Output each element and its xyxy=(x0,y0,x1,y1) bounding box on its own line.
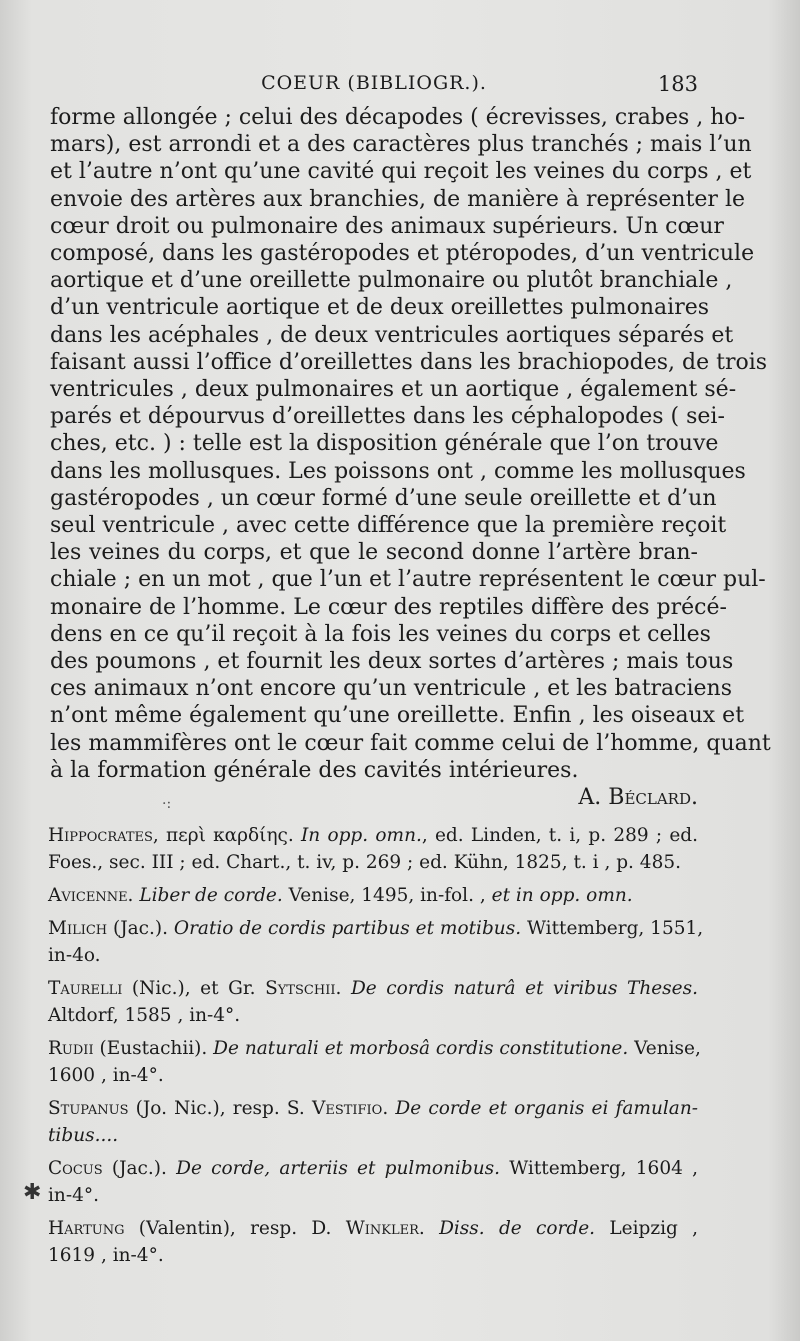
text-line: composé, dans les gastéropodes et ptéropodes, d’un ventricule xyxy=(50,241,755,267)
text-line: parés et dépourvus d’oreillettes dans les céphalopodes ( sei- xyxy=(50,404,725,430)
entry-title: Oratio de cordis partibus et motibus. xyxy=(173,918,522,939)
entry-details: Wittemberg, 1551, xyxy=(521,918,704,939)
entry-title: De corde et organis ei famulan- xyxy=(395,1098,698,1119)
entry-line xyxy=(48,1155,698,1182)
entry-coauthor: Vestifio. xyxy=(311,1098,389,1119)
entry-author: Stupanus xyxy=(48,1098,129,1119)
stray-mark: ·: xyxy=(162,796,172,812)
entry-line: 1600 , in-4°. xyxy=(48,1065,164,1086)
bibliography-entry xyxy=(48,882,698,909)
entry-author: Taurelli xyxy=(48,978,123,999)
text-line: monaire de l’homme. Le cœur des reptiles diffère des précé- xyxy=(50,594,727,620)
author-signature: A. Béclard. xyxy=(578,785,698,811)
entry-details: Wittemberg, 1604 , xyxy=(499,1158,698,1179)
text-line: d’un ventricule aortique et de deux oreillettes pulmonaires xyxy=(50,295,710,321)
text-line: des poumons , et fournit les deux sortes d’artères ; mais tous xyxy=(50,649,734,675)
text-line: les veines du corps, et que le second donne l’artère bran- xyxy=(50,540,698,566)
bibliography-entry xyxy=(48,1215,698,1269)
entry-author-extra: (Eustachii). xyxy=(93,1038,214,1059)
page-header xyxy=(50,72,698,102)
text-line: dans les mollusques. Les poissons ont , comme les mollusques xyxy=(50,458,746,484)
entry-line: 1619 , in-4°. xyxy=(48,1245,164,1266)
text-line: chiale ; en un mot , que l’un et l’autre représentent le cœur pul- xyxy=(50,567,766,593)
page-number: 183 xyxy=(657,72,698,96)
entry-line: Foes., sec. III ; ed. Chart., t. iv, p. 269 ; ed. Kühn, 1825, t. i , p. 485. xyxy=(48,852,682,873)
text-line: aortique et d’une oreillette pulmonaire ou plutôt branchiale , xyxy=(50,268,733,294)
entry-details: Venise, 1495, in-fol. , xyxy=(282,885,492,906)
entry-author-extra: (Jac.). xyxy=(107,918,174,939)
entry-greek-title: , περὶ καρδίης. xyxy=(152,825,301,846)
entry-title: Diss. de corde. xyxy=(439,1218,596,1239)
entry-author: Milich xyxy=(48,918,108,939)
bibliography-entry xyxy=(48,1035,701,1089)
entry-line: tibus.... xyxy=(48,1125,119,1146)
entry-author: Cocus xyxy=(48,1158,103,1179)
closing-sentence: à la formation générale des cavités intérieures. xyxy=(50,757,579,783)
text-line: faisant aussi l’office d’oreillettes dans les brachiopodes, de trois xyxy=(50,349,768,375)
entry-details-italic: et in opp. omn. xyxy=(491,885,633,906)
text-line: ches, etc. ) : telle est la disposition générale que l’on trouve xyxy=(50,431,719,457)
text-line: mars), est arrondi et a des caractères plus tranchés ; mais l’un xyxy=(50,132,752,158)
entry-author-extra: (Jac.). xyxy=(102,1158,177,1179)
entry-line xyxy=(48,1095,698,1122)
text-line: les mammifères ont le cœur fait comme celui de l’homme, quant xyxy=(50,730,771,756)
entry-line xyxy=(48,1215,698,1242)
entry-title: De naturali et morbosâ cordis constitutione. xyxy=(213,1038,629,1059)
entry-details: , ed. Linden, t. i, p. 289 ; ed. xyxy=(421,825,698,846)
entry-details: Leipzig , xyxy=(595,1218,699,1239)
text-line: et l’autre n’ont qu’une cavité qui reçoit les veines du corps , et xyxy=(50,159,752,185)
text-line-last xyxy=(50,757,698,811)
margin-mark: ✱ xyxy=(23,1180,42,1205)
entry-title: Liber de corde. xyxy=(139,885,283,906)
entry-line: in-4°. xyxy=(48,1185,99,1206)
entry-author-extra: (Valentin), resp. D. xyxy=(124,1218,346,1239)
entry-title: De corde, arteriis et pulmonibus. xyxy=(176,1158,500,1179)
text-line: dens en ce qu’il reçoit à la fois les veines du corps et celles xyxy=(50,621,711,647)
entry-line xyxy=(48,822,698,849)
entry-line xyxy=(48,915,704,942)
entry-line: in-4o. xyxy=(48,945,101,966)
entry-author: Hippocrates xyxy=(48,825,153,846)
entry-title: In opp. omn. xyxy=(301,825,422,846)
entry-author-extra: (Jo. Nic.), resp. S. xyxy=(128,1098,312,1119)
entry-coauthor: Sytschii. xyxy=(265,978,342,999)
text-line: envoie des artères aux branchies, de manière à représenter le xyxy=(50,186,745,212)
text-line: gastéropodes , un cœur formé d’une seule oreillette et d’un xyxy=(50,485,717,511)
bibliography-entry xyxy=(48,822,698,876)
running-head: COEUR (BIBLIOGR.). xyxy=(261,72,487,94)
text-line: cœur droit ou pulmonaire des animaux supérieurs. Un cœur xyxy=(50,213,724,239)
entry-line xyxy=(48,1035,701,1062)
text-line: seul ventricule , avec cette différence que la première reçoit xyxy=(50,513,727,539)
bibliography xyxy=(48,822,704,1275)
entry-line xyxy=(48,882,698,909)
entry-coauthor: Winkler. xyxy=(345,1218,425,1239)
entry-author-extra: (Nic.), et Gr. xyxy=(122,978,266,999)
bibliography-entry xyxy=(48,1155,698,1209)
entry-author: Avicenne. xyxy=(48,885,134,906)
text-line: n’ont même également qu’une oreillette. Enfin , les oiseaux et xyxy=(50,703,745,729)
entry-line xyxy=(48,975,698,1002)
entry-author: Hartung xyxy=(48,1218,125,1239)
text-line: dans les acéphales , de deux ventricules aortiques séparés et xyxy=(50,322,734,348)
body-paragraph xyxy=(50,104,771,811)
bibliography-entry xyxy=(48,975,698,1029)
entry-line: Altdorf, 1585 , in-4°. xyxy=(48,1005,241,1026)
text-line: ventricules , deux pulmonaires et un aortique , également sé- xyxy=(50,377,737,403)
entry-title: De cordis naturâ et viribus Theses. xyxy=(350,978,699,999)
text-line: ces animaux n’ont encore qu’un ventricule , et les batraciens xyxy=(50,676,732,702)
entry-author: Rudii xyxy=(48,1038,94,1059)
bibliography-entry xyxy=(48,1095,698,1149)
bibliography-entry xyxy=(48,915,704,969)
entry-details: Venise, xyxy=(628,1038,701,1059)
text-line: forme allongée ; celui des décapodes ( écrevisses, crabes , ho- xyxy=(50,105,746,130)
